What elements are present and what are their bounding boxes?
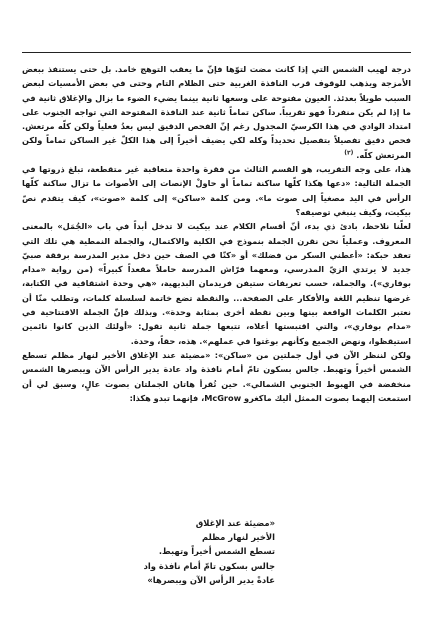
paragraph-2: [22, 162, 411, 219]
paragraph-2-text: هذا، على وجه التقريب، هو القسم الثالث من فقرة واحدة متعاقبة غير متقطعة، تبلغ ذروتها في الجملة التالية: «دعها هكذا كلّها ساكنة تماماً أو حاولْ الإنصات إلى الأصوات ما تزال ساكنة كلّها الرأس في اليد مصغياً إلى صوت ما». ومن كلمة «ساكن» إلى كلمة «صوت»، كيف يتقدم نصّ بيكيت، وكيف ينبغي توصيفه؟: [22, 164, 411, 217]
quoted-verse: [144, 516, 275, 587]
paragraph-1-text: درجة لهيب الشمس التي إذا كانت مضت لتوّها فإنّ ما يعقب التوهج خامد. بل حتى يستنفذ ببعض الأمزجة ويذهب للوقوف قرب النافذة الغربية حتى الظلام التام وحتى في بعض الأمسيات لبعض السبب طويلاً بعدئذ. العيون مفتوحة على وسعها ثانية بينما يضيء الضوء ما بزال والإغلاق ثانية في ما إذا لم يكن منفرداً فهو تقريباً. ساكن تماماً ثانية عند النافذة المفتوحة التي تواجه الجنوب على امتداد الوادي في هذا الكرسيّ المجدول رغم إنّ الفحص الدقيق ليس بعدُ فعلياً ولكن كلّه مرتعش. فحص دقيق تفصيلاً بتفصيل تحديداً وكله لكي يضيف أخيراً إلى هذا الكلّ غير الساكن تماماً ولكن المرتعش كلّه.: [22, 64, 411, 160]
paragraph-4: [22, 348, 411, 405]
verse-line: عادةً يدير الرأس الآن ويبصرها»: [147, 574, 275, 585]
verse-line: تسطع الشمس أخيراً وتهبط.: [158, 546, 275, 557]
paragraph-3-text: لعلّنا نلاحظ، بادئ ذي بدء، أنّ أقسام الكلام عند بيكيت لا تدخل أبداً في باب «الجُمَل» بالمعنى المعروف. وعملياً نحن نقرن الجملة بنموذج في الكلية والاكتمال، والجملة النمطية هي تلك التي تعقد حبكة: «أعطني السكر من فضلك» أو «كنّا في الصف حين دخل مدير المدرسة برفقة صبيّ جديد لا يرتدي الزيّ المدرسي، ومعهما فرّاش المدرسة حاملاً مقعداً كبيراً» (من رواية «مدام بوفاري»). والجملة، حسب تعريفات ستيفن فريدمان البديهية، «هي وحدة اشتقاقية في الكتابة، غرضها تنظيم اللغة والأفكار على الصفحة... والنقطة تضع خاتمة لسلسلة كلمات، وتطلب منّا أن نعتبر الكلمات الواقعة بينها وبين نقطة أخرى بمثابة وحدة». وبذلك فإنّ الجملة الافتتاحية في «مدام بوفاري»، والتي اقتبستها أعلاه، تتبعها جملة ثانية تقول: «أولئك الذين كانوا نائمين استيقظوا، ونهض الجميع وكأنهم بوغتوا في عملهم». هذه، حقاً، وحدة.: [22, 221, 411, 346]
body-text: [22, 62, 411, 405]
footnote-marker: (٢): [344, 149, 354, 157]
verse-line: الأخير لنهار مظلم: [202, 532, 275, 543]
verse-line: جالس بسكون تامّ أمام نافذة واد: [143, 560, 275, 571]
top-rule: [22, 52, 411, 53]
verse-line: «مضيئة عند الإغلاق: [195, 518, 275, 528]
paragraph-4-text: ولكن لننظر الآن في أول جملتين من «ساكن»: «مضيئة عند الإغلاق الأخير لنهار مظلم تسطع الشمس أخيراً وتهبط. جالس بسكون تامّ أمام نافذة واد عادة يدير الرأس الآن ويبصرها الشمس منخفضة في الهبوط الجنوبي الشمالي». حين تُقرأ هاتان الجملتان بصوت عالٍ، وسبق لي أن استمعت إليهما بصوت الممثل أليك ماكغرو McGrow، فإنهما تبدو هكذا:: [22, 349, 411, 403]
paragraph-1: [22, 62, 411, 162]
paragraph-3: [22, 219, 411, 348]
